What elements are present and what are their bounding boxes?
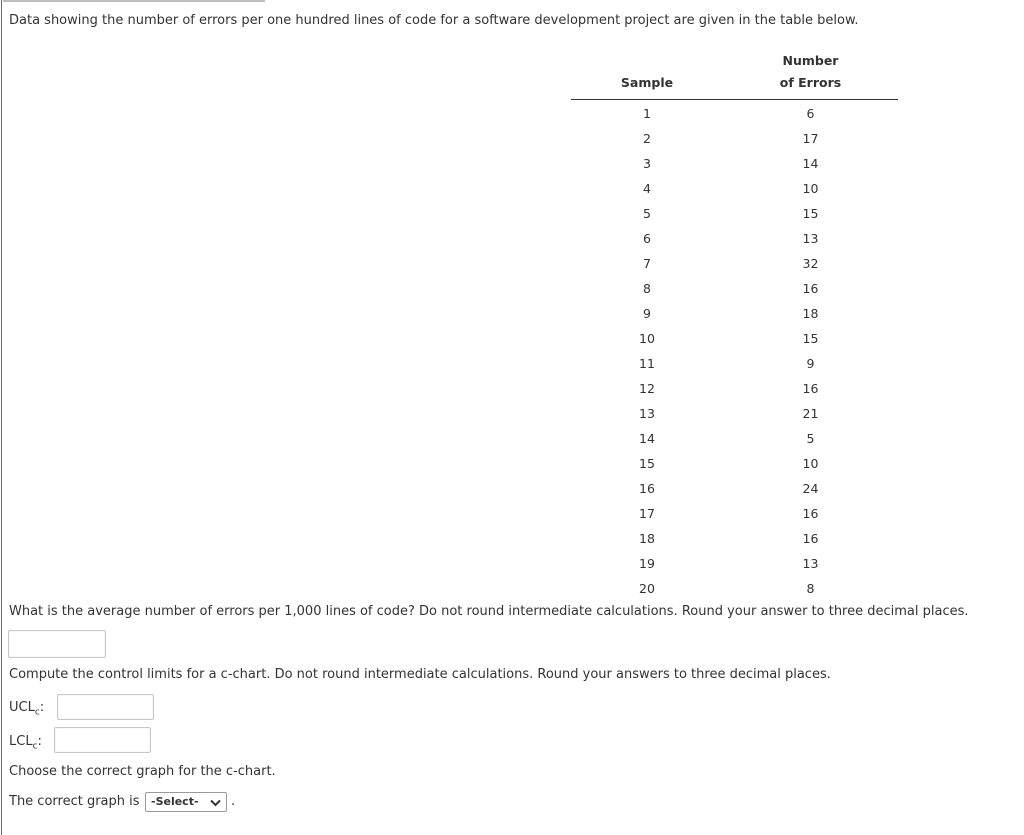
sample-cell: 20	[639, 581, 655, 596]
errors-header-line2: of Errors	[779, 75, 842, 90]
errors-cell: 15	[802, 206, 819, 221]
sample-cell: 16	[639, 481, 655, 496]
errors-cell: 6	[806, 106, 815, 121]
graph-question: Choose the correct graph for the c-chart.	[9, 764, 276, 779]
errors-cell: 10	[802, 456, 819, 471]
errors-table	[571, 50, 898, 601]
table-row	[571, 326, 898, 351]
errors-cell: 21	[802, 406, 819, 421]
average-question: What is the average number of errors per 1,000 lines of code? Do not round intermediate calculations. Round your answer to three decimal places.	[9, 604, 969, 619]
sample-cell: 19	[639, 556, 655, 571]
table-row	[571, 576, 898, 601]
table-row	[571, 126, 898, 151]
sample-cell: 6	[643, 231, 651, 246]
sample-cell: 1	[643, 106, 651, 121]
sample-cell: 7	[643, 256, 651, 271]
table-row	[571, 501, 898, 526]
errors-cell: 9	[806, 356, 815, 371]
lcl-input[interactable]	[54, 727, 151, 753]
errors-cell: 13	[802, 231, 819, 246]
table-row	[571, 301, 898, 326]
sample-cell: 10	[639, 331, 655, 346]
sample-cell: 15	[639, 456, 655, 471]
intro-text: Data showing the number of errors per one hundred lines of code for a software development project are given in the table below.	[9, 13, 859, 28]
errors-cell: 24	[802, 481, 819, 496]
sentence-period: .	[231, 794, 236, 809]
table-row	[571, 401, 898, 426]
errors-column-header	[723, 50, 898, 100]
table-row	[571, 100, 898, 127]
errors-cell: 13	[802, 556, 819, 571]
ucl-input[interactable]	[57, 694, 154, 720]
ucl-label: $UCL_c$:	[9, 700, 45, 718]
table-row	[571, 226, 898, 251]
table-row	[571, 376, 898, 401]
errors-cell: 16	[802, 531, 819, 546]
errors-cell: 16	[802, 281, 819, 296]
table-row	[571, 351, 898, 376]
errors-cell: 5	[806, 431, 815, 446]
errors-cell: 18	[802, 306, 819, 321]
table-row	[571, 176, 898, 201]
top-divider	[3, 0, 265, 2]
sample-cell: 13	[639, 406, 655, 421]
sample-header-label: Sample	[620, 75, 674, 90]
errors-cell: 17	[802, 131, 819, 146]
sample-cell: 2	[643, 131, 651, 146]
average-answer-input[interactable]	[8, 630, 106, 658]
errors-cell: 16	[802, 381, 819, 396]
errors-cell: 32	[802, 256, 819, 271]
table-row	[571, 201, 898, 226]
errors-header-line1: Number	[782, 53, 839, 68]
sample-cell: 12	[639, 381, 655, 396]
sample-cell: 4	[643, 181, 651, 196]
errors-cell: 10	[802, 181, 819, 196]
sample-cell: 8	[643, 281, 651, 296]
table-row	[571, 151, 898, 176]
errors-cell: 15	[802, 331, 819, 346]
table-row	[571, 526, 898, 551]
graph-select-value: -Select-	[151, 795, 199, 808]
table-row	[571, 276, 898, 301]
sample-cell: 11	[639, 356, 655, 371]
graph-select[interactable]	[145, 792, 227, 812]
errors-cell: 14	[802, 156, 819, 171]
errors-cell: 8	[806, 581, 815, 596]
lcl-label: $LCL_c$:	[9, 734, 42, 752]
sample-cell: 14	[639, 431, 655, 446]
sample-column-header	[571, 50, 723, 100]
errors-cell: 16	[802, 506, 819, 521]
control-limits-question: Compute the control limits for a c-chart. Do not round intermediate calculations. Round your answers to three decimal places.	[9, 667, 831, 682]
table-row	[571, 251, 898, 276]
table-row	[571, 426, 898, 451]
table-row	[571, 551, 898, 576]
sample-cell: 17	[639, 506, 655, 521]
sample-cell: 18	[639, 531, 655, 546]
sample-cell: 9	[643, 306, 651, 321]
table-row	[571, 476, 898, 501]
graph-prompt: The correct graph is	[9, 794, 140, 809]
sample-cell: 5	[643, 206, 651, 221]
page	[1, 0, 1024, 835]
chevron-down-icon	[210, 793, 221, 811]
table-body	[571, 100, 898, 602]
table-row	[571, 451, 898, 476]
sample-cell: 3	[643, 156, 651, 171]
